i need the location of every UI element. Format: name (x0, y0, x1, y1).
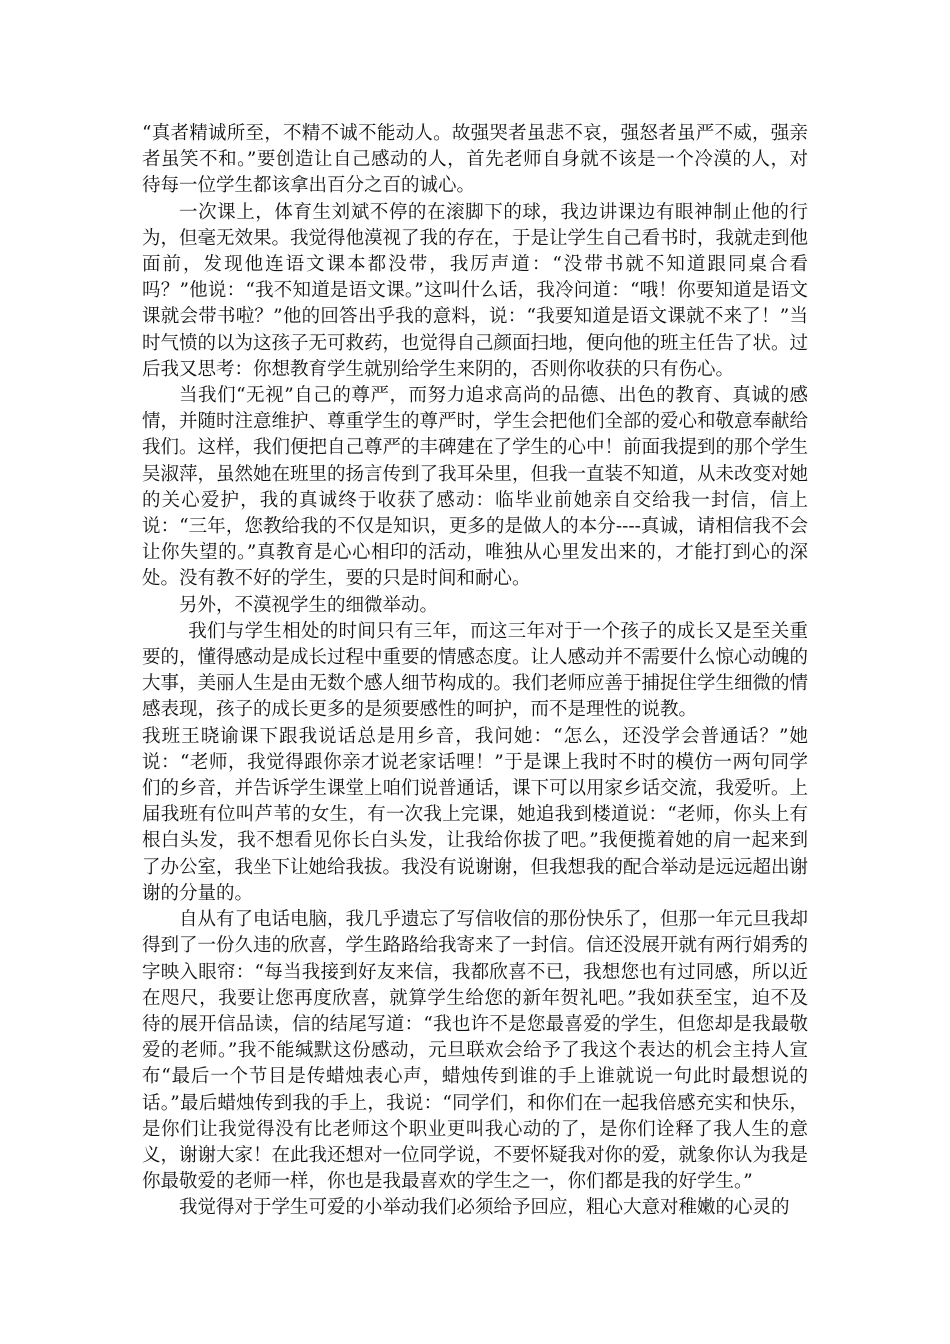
paragraph-three-years: 我们与学生相处的时间只有三年，而这三年对于一个孩子的成长又是至关重要的，懂得感动是成长过程中重要的情感态度。让人感动并不需要什么惊心动魄的大事，美丽人生是由无数个感人细节构成的。我们老师应善于捕捉住学生细微的情感表现，孩子的成长更多的是须要感性的呵护，而不是理性的说教。 (142, 620, 809, 721)
body-text (142, 121, 808, 1222)
paragraph-quote-intro: “真者精诚所至，不精不诚不能动人。故强哭者虽悲不哀，强怒者虽严不威，强亲者虽笑不和。”要创造让自己感动的人，首先老师自身就不该是一个冷漠的人，对待每一位学生都该拿出百分之百的诚心。 (142, 123, 808, 197)
paragraph-liu-bin-story: 一次课上，体育生刘斌不停的在滚脚下的球，我边讲课边有眼神制止他的行为，但毫无效果。我觉得他漠视了我的存在，于是让学生自己看书时，我就走到他面前，发现他连语文课本都没带，我厉声道：“没带书就不知道跟同桌合看吗？”他说：“我不知道是语文课。”这叫什么话，我冷问道：“哦！你要知道是语文课就会带书啦？”他的回答出乎我的意料，说：“我要知道是语文课就不来了！”当时气愤的以为这孩子无可救药，也觉得自己颜面扫地，便向他的班主任告了状。过后我又思考：你想教育学生就别给学生来阴的，否则你收获的只有伤心。 (142, 201, 809, 380)
paragraph-letter-story: 自从有了电话电脑，我几乎遗忘了写信收信的那份快乐了，但那一年元旦我却得到了一份久违的欣喜，学生路路给我寄来了一封信。信还没展开就有两行娟秀的字映入眼帘：“每当我接到好友来信，我都欣喜不已，我想您也有过同感，所以近在咫尺，我要让您再度欣喜，就算学生给您的新年贺礼吧。”我如获至宝，迫不及待的展开信品读，信的结尾写道：“我也许不是您最喜爱的学生，但您却是我最敬爱的老师。”我不能缄默这份感动，元旦联欢会给予了我这个表达的机会主持人宣布“最后一个节目是传蜡烛表心声，蜡烛传到谁的手上谁就说一句此时最想说的话。”最后蜡烛传到我的手上，我说：“同学们，和你们在一起我倍感充实和快乐，是你们让我觉得没有比老师这个职业更叫我心动的了，是你们诠释了我人生的意义，谢谢大家！在此我还想对一位同学说，不要怀疑我对你的爱，就象你认为我是你最敬爱的老师一样，你也是我最喜欢的学生之一，你们都是我的好学生。” (142, 909, 809, 1193)
paragraph-dignity: 当我们“无视”自己的尊严，而努力追求高尚的品德、出色的教育、真诚的感情，并随时注意维护、尊重学生的尊严时，学生会把他们全部的爱心和敬意奉献给我们。这样，我们便把自己尊严的丰碑建在了学生的心中！前面我提到的那个学生吴淑萍，虽然她在班里的扬言传到了我耳朵里，但我一直装不知道，从未改变对她的关心爱护，我的真诚终于收获了感动：临毕业前她亲自交给我一封信，信上说：“三年，您教给我的不仅是知识，更多的是做人的本分----真诚，请相信我不会让你失望的。”真教育是心心相印的活动，唯独从心里发出来的，才能打到心的深处。没有教不好的学生，要的只是时间和耐心。 (142, 385, 809, 590)
paragraph-dialect-story: 我班王晓谕课下跟我说话总是用乡音，我问她：“怎么，还没学会普通话？”她说：“老师，我觉得跟你亲才说老家话哩！”于是课上我时不时的模仿一两句同学们的乡音，并告诉学生课堂上咱们说普通话，课下可以用家乡话交流，我爱听。上届我班有位叫芦苇的女生，有一次我上完课，她追我到楼道说：“老师，你头上有根白头发，我不想看见你长白头发，让我给你拔了吧。”我便揽着她的肩一起来到了办公室，我坐下让她给我拔。我没有说谢谢，但我想我的配合举动是远远超出谢谢的分量的。 (142, 725, 809, 904)
paragraph-closing: 我觉得对于学生可爱的小举动我们必须给予回应，粗心大意对稚嫩的心灵的 (179, 1197, 790, 1219)
paragraph-subheading: 另外，不漠视学生的细微举动。 (179, 594, 439, 616)
